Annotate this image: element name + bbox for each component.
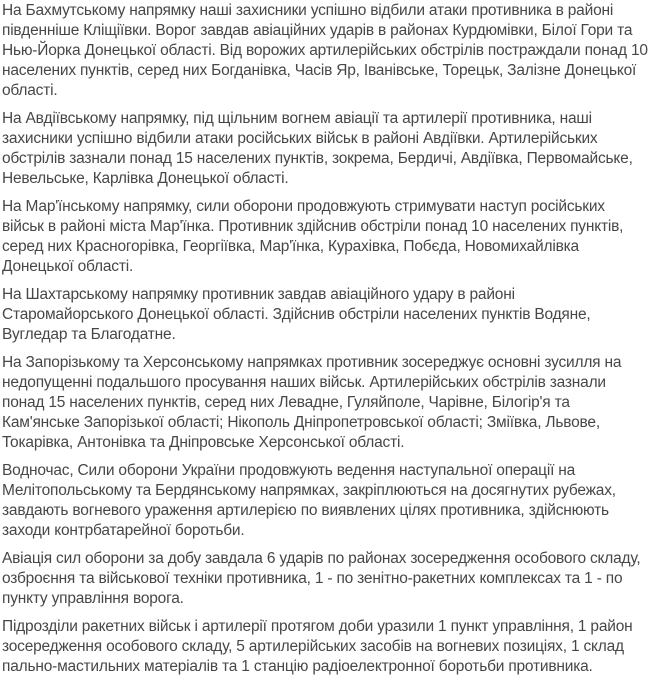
- paragraph-missile-artillery-strikes: Підрозділи ракетних військ і артилерії протягом доби уразили 1 пункт управління, 1 район зосередження особового складу, 5 артилерійських засобів на вогневих позиціях, 1 склад пально-мастильних матеріалів та 1 станцію радіоелектронної боротьби противника.: [2, 618, 633, 675]
- paragraph-bakhmut-direction: На Бахмутському напрямку наші захисники успішно відбили атаки противника в районі південніше Кліщіївки. Ворог завдав авіаційних ударів в районах Курдюмівки, Білої Гори та Нью-Йорка Донецької області. Від ворожих артилерійських обстрілів постраждали понад 10 населених пунктів, серед них Богданівка, Часів Яр, Іванівське, Торецьк, Залізне Донецької області.: [2, 2, 648, 99]
- paragraph-zaporizhzhia-kherson-directions: На Запорізькому та Херсонському напрямках противник зосереджує основні зусилля на недопущенні подальшого просування наших військ. Артилерійських обстрілів зазнали понад 15 населених пунктів, серед них Левадне, Гуляйполе, Чарівне, Білогір'я та Кам'янське Запорізької області; Нікополь Дніпропетровської області; Зміївка, Львове, Токарівка, Антонівка та Дніпровське Херсонської області.: [2, 354, 622, 451]
- paragraph-avdiivka-direction: На Авдіївському напрямку, під щільним вогнем авіації та артилерії противника, наші захисники успішно відбили атаки російських військ в районі Авдіївки. Артилерійських обстрілів зазнали понад 15 населених пунктів, зокрема, Бердичі, Авдіївка, Первомайське, Невельське, Карлівка Донецької області.: [2, 110, 633, 187]
- paragraph-marinka-direction: На Мар'їнському напрямку, сили оборони продовжують стримувати наступ російських військ в районі міста Мар'їнка. Противник здійснив обстріли понад 10 населених пунктів, серед них Красногорівка, Георгіївка, Мар'їнка, Курахівка, Побєда, Новомихайлівка Донецької області.: [2, 198, 624, 275]
- paragraph-melitopol-berdiansk-offensive: Водночас, Сили оборони України продовжують ведення наступальної операції на Мелітопольському та Бердянському напрямках, закріплюються на досягнутих рубежах, завдають вогневого ураження артилерією по виявлених цілях противника, здійснюють заходи контрбатарейної боротьби.: [2, 462, 616, 539]
- paragraph-shakhtarsk-direction: На Шахтарському напрямку противник завдав авіаційного удару в районі Старомайорського Донецької області. Здійснив обстріли населених пунктів Водяне, Вугледар та Благодатне.: [2, 286, 591, 343]
- paragraph-aviation-strikes: Авіація сил оборони за добу завдала 6 ударів по районах зосередження особового складу, озброєння та військової техніки противника, 1 - по зенітно-ракетних комплексах та 1 - по пункту управління ворога.: [2, 550, 641, 607]
